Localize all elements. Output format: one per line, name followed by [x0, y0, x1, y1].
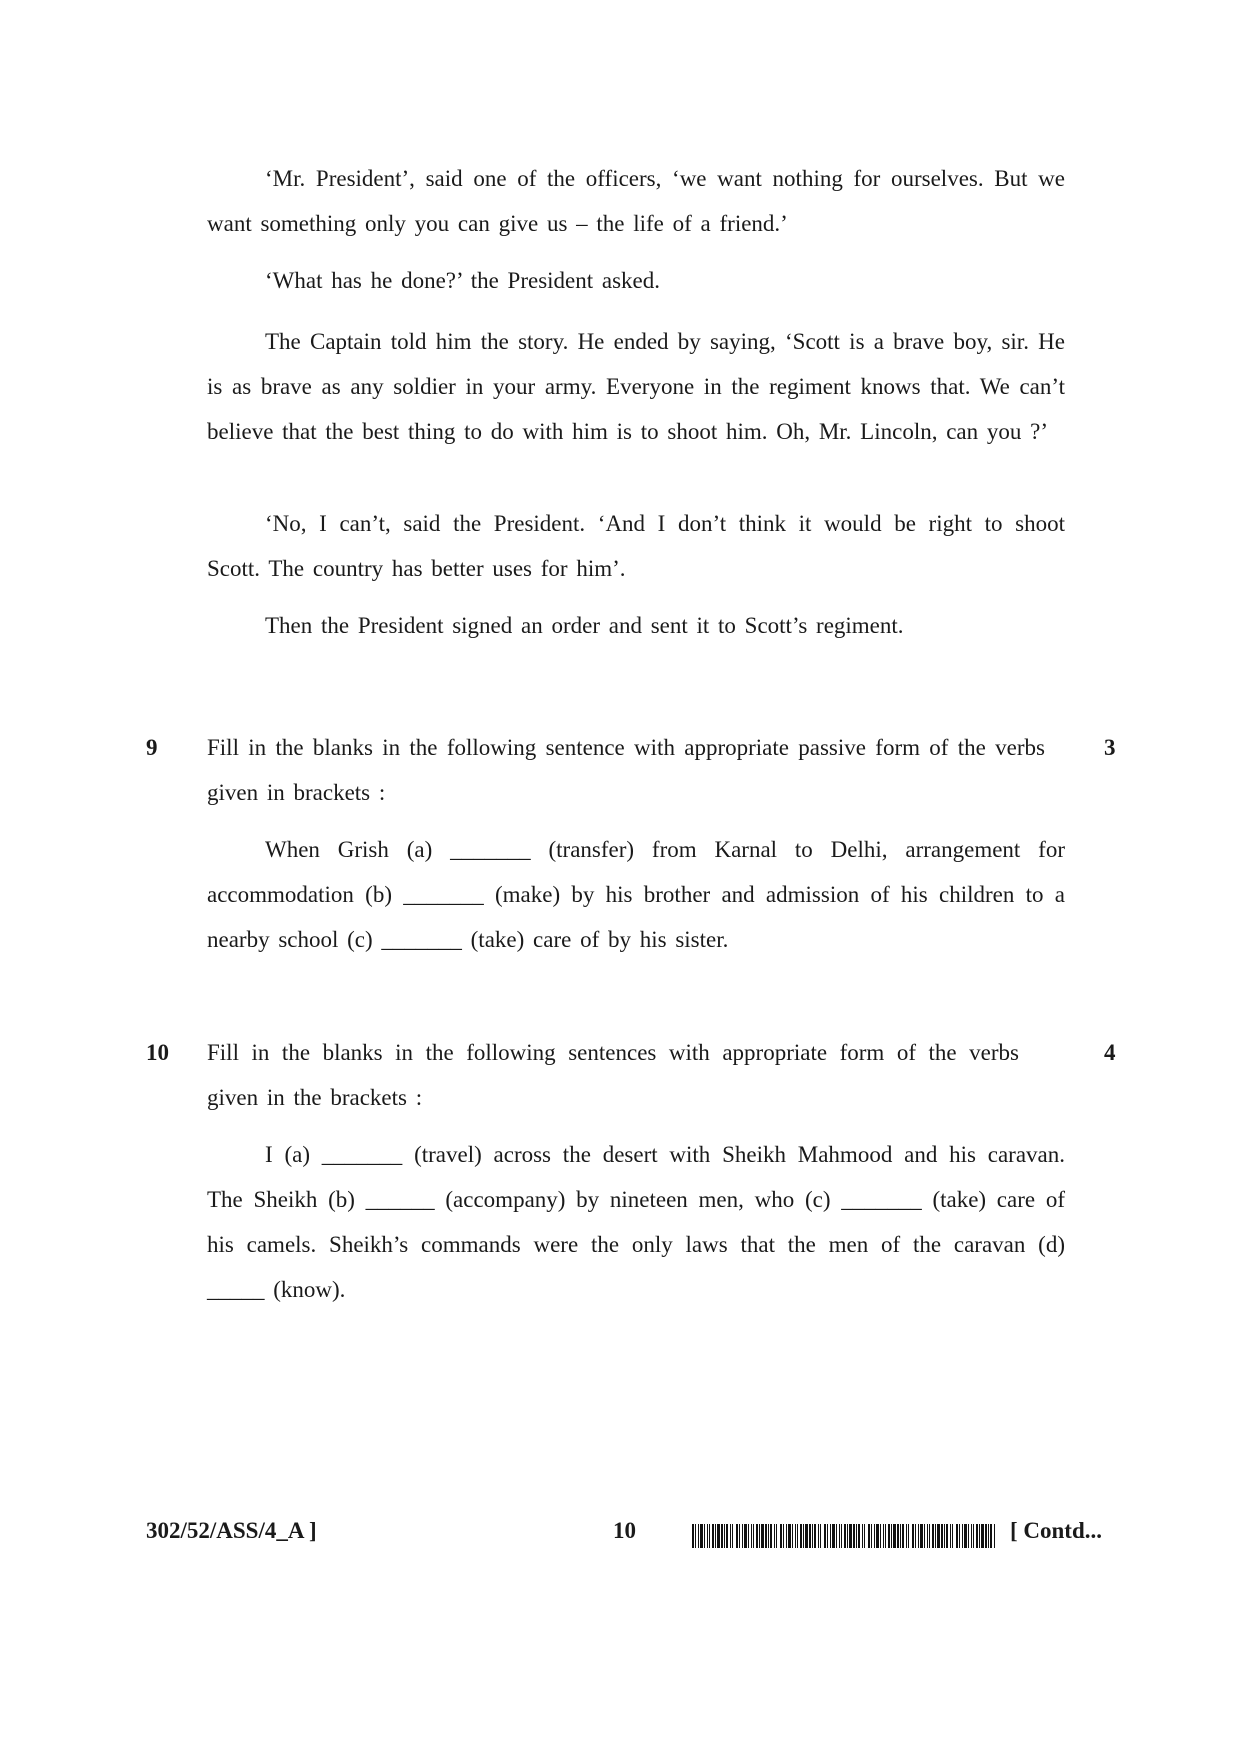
barcode [692, 1524, 996, 1548]
question-number: 9 [146, 735, 158, 760]
question-prompt: Fill in the blanks in the following sentences with appropriate form of the verbs given in the brackets : [207, 1040, 1019, 1110]
question-marks: 3 [1104, 735, 1116, 760]
question-number: 10 [146, 1040, 169, 1065]
question-text: When Grish (a) _______ (transfer) from Karnal to Delhi, arrangement for accommodation (b) _______ (make) by his brother and admission of his children to a nearby school (c) _______ (take) care of by his sister. [207, 837, 1065, 952]
question-text: I (a) _______ (travel) across the desert with Sheikh Mahmood and his caravan. The Sheikh (b) ______ (accompany) by nineteen men, who (c) _______ (take) care of his camels. Sheikh’s commands were the only laws that the men of the caravan (d) _____ (know). [207, 1142, 1065, 1302]
passage-paragraph-2: ‘What has he done?’ the President asked. [265, 268, 661, 293]
paper-code: 302/52/ASS/4_A ] [146, 1518, 317, 1543]
question-marks: 4 [1104, 1040, 1116, 1065]
page-number: 10 [613, 1518, 636, 1543]
question-prompt: Fill in the blanks in the following sentence with appropriate passive form of the verbs given in brackets : [207, 735, 1045, 805]
passage-paragraph-1: ‘Mr. President’, said one of the officers, ‘we want nothing for ourselves. But we want something only you can give us – the life of a friend.’ [207, 166, 1065, 236]
passage-paragraph-5: Then the President signed an order and sent it to Scott’s regiment. [265, 613, 904, 638]
passage-paragraph-3: The Captain told him the story. He ended by saying, ‘Scott is a brave boy, sir. He is as brave as any soldier in your army. Everyone in the regiment knows that. We can’t believe that the best thing to do with him is to shoot him. Oh, Mr. Lincoln, can you ?’ [207, 329, 1065, 444]
continued-marker: [ Contd... [1010, 1518, 1103, 1543]
passage-paragraph-4: ‘No, I can’t, said the President. ‘And I don’t think it would be right to shoot Scott. The country has better uses for him’. [207, 511, 1065, 581]
